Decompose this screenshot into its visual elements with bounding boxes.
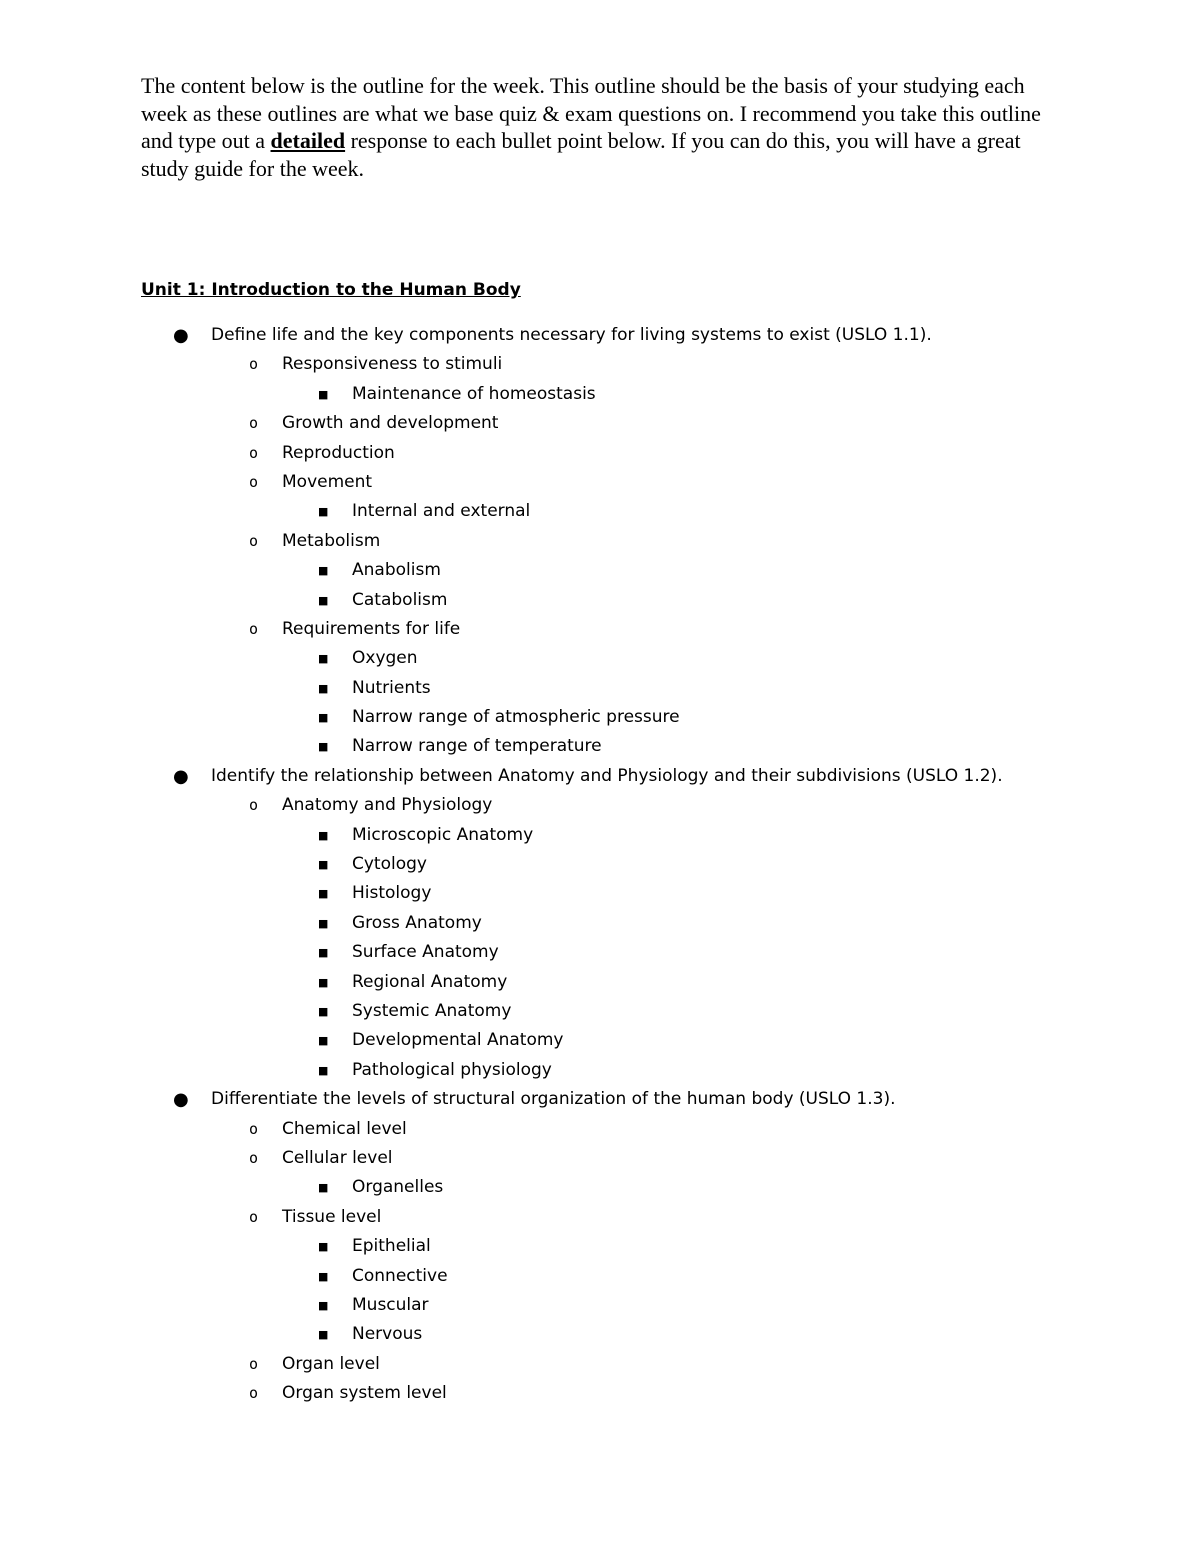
- bullet-square-icon: ■: [318, 887, 329, 901]
- outline-item-level3: [0, 556, 1200, 585]
- outline-item-level2: [0, 1144, 1200, 1173]
- outline-item-level1: [0, 1085, 1200, 1114]
- outline-item-level2: [0, 1379, 1200, 1408]
- outline-item-level3: [0, 909, 1200, 938]
- outline-item-level2: [0, 439, 1200, 468]
- bullet-square-icon: ■: [318, 652, 329, 666]
- outline-item-text: Microscopic Anatomy: [352, 824, 534, 845]
- outline-item-level3: [0, 1291, 1200, 1320]
- outline-item-level3: [0, 821, 1200, 850]
- unit-heading: Unit 1: Introduction to the Human Body: [141, 280, 521, 300]
- outline-item-text: Requirements for life: [282, 618, 461, 639]
- outline-item-level3: [0, 703, 1200, 732]
- outline-item-text: Anabolism: [352, 560, 441, 581]
- outline-item-text: Maintenance of homeostasis: [352, 383, 596, 404]
- bullet-dot-icon: ●: [173, 765, 189, 787]
- outline-item-level2: [0, 468, 1200, 497]
- outline-item-text: Oxygen: [352, 648, 418, 669]
- outline-item-level3: [0, 1056, 1200, 1085]
- bullet-square-icon: ■: [318, 828, 329, 842]
- bullet-circle-icon: o: [249, 414, 259, 433]
- outline-item-text: Muscular: [352, 1294, 429, 1315]
- bullet-square-icon: ■: [318, 1240, 329, 1254]
- outline-item-text: Internal and external: [352, 501, 531, 522]
- outline-item-level1: [0, 321, 1200, 350]
- bullet-circle-icon: o: [249, 1119, 259, 1138]
- intro-emphasis: detailed: [270, 128, 346, 153]
- outline-item-text: Metabolism: [282, 530, 381, 551]
- bullet-square-icon: ■: [318, 1298, 329, 1312]
- outline-item-level2: [0, 1350, 1200, 1379]
- outline-item-level3: [0, 1320, 1200, 1349]
- outline-item-level3: [0, 938, 1200, 967]
- outline-item-level2: [0, 409, 1200, 438]
- outline-item-text: Define life and the key components necessary for living systems to exist (USLO 1.1).: [211, 325, 932, 345]
- outline-item-level2: [0, 350, 1200, 379]
- outline-item-level2: [0, 1203, 1200, 1232]
- outline-item-text: Nervous: [352, 1324, 423, 1345]
- bullet-square-icon: ■: [318, 1063, 329, 1077]
- outline-item-text: Epithelial: [352, 1236, 431, 1257]
- outline-item-level3: [0, 850, 1200, 879]
- outline-item-text: Differentiate the levels of structural organization of the human body (USLO 1.3).: [211, 1089, 896, 1110]
- bullet-square-icon: ■: [318, 1004, 329, 1018]
- bullet-circle-icon: o: [249, 1148, 259, 1167]
- outline-item-level2: [0, 615, 1200, 644]
- outline-item-level3: [0, 1262, 1200, 1291]
- outline-item-text: Catabolism: [352, 589, 448, 610]
- intro-text-start: The content below is the outline for the week. This outline should be the basis of your studying each week as these outlines are what we base quiz & exam questions on. I recommend you take this outline and type out a: [141, 73, 1041, 153]
- outline-item-level2: [0, 1115, 1200, 1144]
- outline-item-text: Histology: [352, 883, 432, 904]
- outline-item-text: Reproduction: [282, 442, 395, 463]
- bullet-circle-icon: o: [249, 619, 259, 638]
- outline-item-text: Identify the relationship between Anatomy and Physiology and their subdivisions (USLO 1.2).: [211, 765, 1003, 786]
- outline-item-level3: [0, 380, 1200, 409]
- outline-item-level3: [0, 997, 1200, 1026]
- outline-item-text: Connective: [352, 1265, 448, 1286]
- outline-item-text: Surface Anatomy: [352, 942, 499, 963]
- outline-item-level3: [0, 586, 1200, 615]
- bullet-circle-icon: o: [249, 796, 259, 815]
- outline-item-text: Organ level: [282, 1353, 380, 1374]
- bullet-square-icon: ■: [318, 681, 329, 695]
- outline-item-level3: [0, 1232, 1200, 1261]
- outline-item-text: Movement: [282, 471, 373, 492]
- bullet-square-icon: ■: [318, 564, 329, 578]
- bullet-square-icon: ■: [318, 740, 329, 754]
- outline-item-text: Regional Anatomy: [352, 971, 508, 992]
- intro-paragraph: [141, 72, 1071, 182]
- bullet-circle-icon: o: [249, 1354, 259, 1373]
- bullet-square-icon: ■: [318, 858, 329, 872]
- outline-item-text: Anatomy and Physiology: [282, 795, 493, 816]
- outline-item-level1: [0, 762, 1200, 791]
- outline-item-text: Systemic Anatomy: [352, 1000, 512, 1021]
- bullet-square-icon: ■: [318, 916, 329, 930]
- intro-text-end: response to each bullet point below. If you can do this, you will have a great study guide for the week.: [141, 128, 1021, 181]
- outline-item-level3: [0, 497, 1200, 526]
- bullet-circle-icon: o: [249, 1384, 259, 1403]
- outline-item-text: Developmental Anatomy: [352, 1030, 564, 1051]
- bullet-square-icon: ■: [318, 505, 329, 519]
- bullet-circle-icon: o: [249, 443, 259, 462]
- bullet-square-icon: ■: [318, 387, 329, 401]
- bullet-dot-icon: ●: [173, 1089, 189, 1111]
- outline-item-text: Growth and development: [282, 413, 499, 434]
- outline-item-level3: [0, 674, 1200, 703]
- bullet-square-icon: ■: [318, 711, 329, 725]
- outline-item-text: Gross Anatomy: [352, 912, 482, 933]
- outline-item-level3: [0, 1173, 1200, 1202]
- bullet-square-icon: ■: [318, 1034, 329, 1048]
- outline-item-level3: [0, 1026, 1200, 1055]
- outline-item-text: Organelles: [352, 1177, 444, 1198]
- outline-item-text: Narrow range of atmospheric pressure: [352, 707, 680, 728]
- outline-item-text: Narrow range of temperature: [352, 736, 602, 757]
- outline-list: [0, 321, 1200, 1408]
- bullet-square-icon: ■: [318, 593, 329, 607]
- outline-item-level3: [0, 968, 1200, 997]
- outline-item-text: Pathological physiology: [352, 1059, 552, 1080]
- outline-item-text: Nutrients: [352, 677, 431, 698]
- bullet-square-icon: ■: [318, 1328, 329, 1342]
- outline-item-text: Cellular level: [282, 1147, 393, 1168]
- bullet-square-icon: ■: [318, 1269, 329, 1283]
- bullet-square-icon: ■: [318, 946, 329, 960]
- outline-item-level2: [0, 791, 1200, 820]
- outline-item-text: Chemical level: [282, 1118, 407, 1139]
- outline-item-text: Cytology: [352, 854, 427, 875]
- outline-item-level3: [0, 644, 1200, 673]
- outline-item-text: Tissue level: [282, 1206, 382, 1227]
- outline-item-level3: [0, 732, 1200, 761]
- bullet-square-icon: ■: [318, 1181, 329, 1195]
- bullet-circle-icon: o: [249, 355, 259, 374]
- bullet-dot-icon: ●: [173, 325, 189, 346]
- outline-item-level2: [0, 527, 1200, 556]
- outline-item-text: Responsiveness to stimuli: [282, 354, 503, 375]
- bullet-circle-icon: o: [249, 1207, 259, 1226]
- outline-item-text: Organ system level: [282, 1383, 447, 1404]
- bullet-circle-icon: o: [249, 472, 259, 491]
- bullet-square-icon: ■: [318, 975, 329, 989]
- outline-item-level3: [0, 879, 1200, 908]
- bullet-circle-icon: o: [249, 531, 259, 550]
